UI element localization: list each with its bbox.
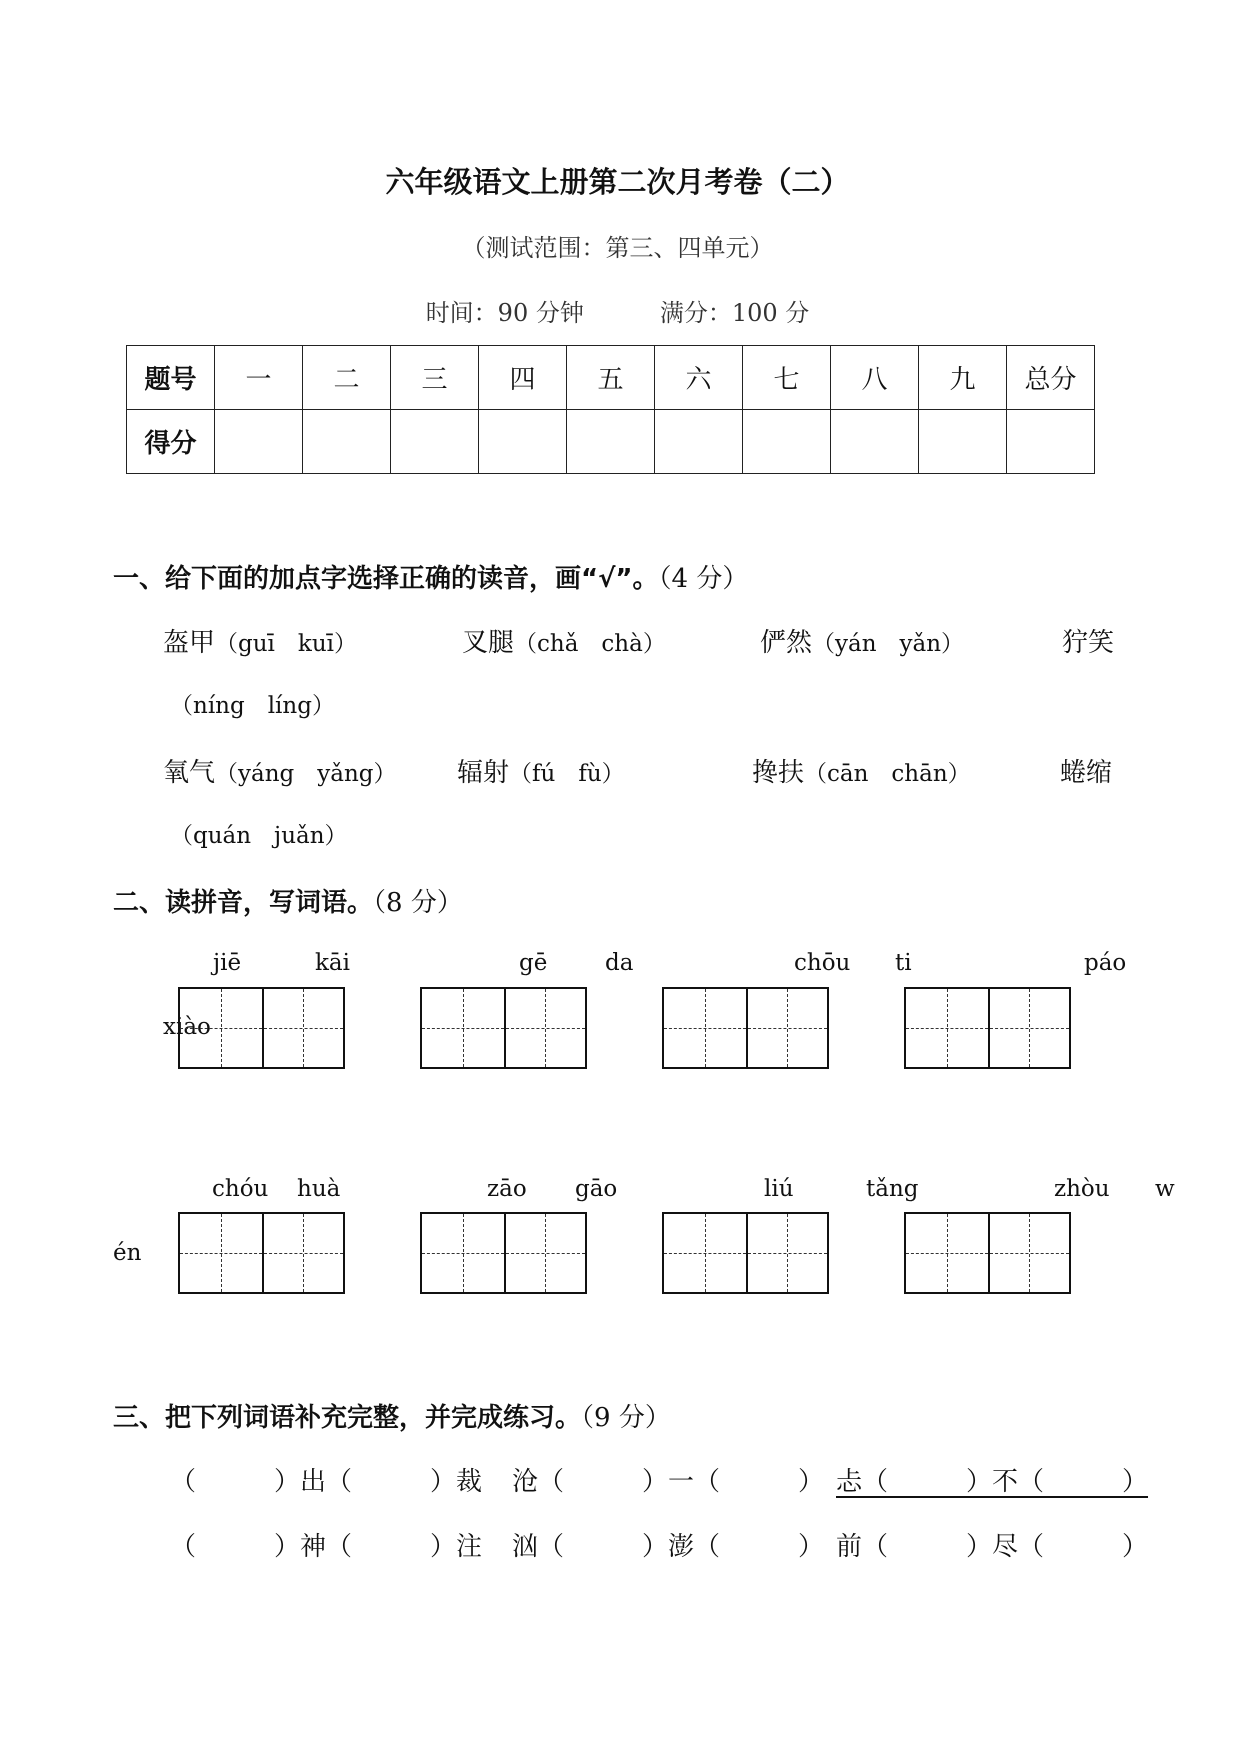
score-cell[interactable]	[655, 410, 743, 474]
column-6: 六	[655, 346, 743, 410]
column-1: 一	[215, 346, 303, 410]
grid-cell[interactable]	[180, 989, 262, 1067]
pinyin: jiē	[213, 950, 242, 976]
pinyin: w	[1155, 1176, 1175, 1202]
section-1-points: （4 分）	[658, 564, 749, 594]
full-score: 满分：100 分	[659, 299, 810, 327]
writing-grid[interactable]	[178, 1212, 345, 1294]
grid-cell[interactable]	[422, 1214, 504, 1292]
grid-cell[interactable]	[262, 1214, 344, 1292]
pinyin: tǎng	[866, 1176, 919, 1202]
item-word: 辐射	[457, 758, 510, 788]
column-7: 七	[743, 346, 831, 410]
item-word: 俨然	[760, 628, 813, 658]
item-7	[752, 752, 971, 789]
item-1	[163, 622, 357, 659]
score-cell[interactable]	[303, 410, 391, 474]
score-cell[interactable]	[743, 410, 831, 474]
item-word: 叉腿	[462, 628, 515, 658]
fill-blank-word[interactable]: 前（ ）尽（ ）	[836, 1532, 1149, 1562]
writing-grid[interactable]	[904, 1212, 1071, 1294]
grid-cell[interactable]	[664, 1214, 746, 1292]
column-9: 九	[919, 346, 1007, 410]
fill-blank-word[interactable]: （ ）出（ ）裁	[170, 1467, 483, 1497]
column-3: 三	[391, 346, 479, 410]
pinyin: ti	[895, 950, 912, 976]
fill-blank-word[interactable]: （ ）神（ ）注	[170, 1532, 483, 1562]
fill-blank-word[interactable]: 沧（ ）一（ ）	[512, 1467, 825, 1497]
item-pinyin[interactable]: （yán yǎn）	[812, 631, 965, 657]
item-3	[760, 622, 964, 659]
column-4: 四	[479, 346, 567, 410]
grid-cell[interactable]	[504, 989, 586, 1067]
column-5: 五	[567, 346, 655, 410]
score-cell[interactable]	[919, 410, 1007, 474]
pinyin: liú	[764, 1176, 794, 1202]
score-cell[interactable]	[479, 410, 567, 474]
item-8-pinyin	[170, 817, 348, 850]
item-4-word: 狞笑	[1062, 628, 1115, 658]
score-cell[interactable]	[831, 410, 919, 474]
pinyin: zhòu	[1054, 1176, 1110, 1202]
pinyin: xiào	[163, 1014, 211, 1040]
item-pinyin[interactable]: （cān chān）	[804, 761, 971, 787]
grid-cell[interactable]	[746, 1214, 828, 1292]
grid-cell[interactable]	[988, 1214, 1070, 1292]
fill-blank-word[interactable]: 忐（ ）不（ ）	[836, 1467, 1149, 1497]
grid-cell[interactable]	[422, 989, 504, 1067]
pinyin: gāo	[575, 1176, 618, 1202]
item-pinyin[interactable]: （guī kuī）	[215, 631, 358, 657]
pinyin: chóu	[212, 1176, 269, 1202]
grid-cell[interactable]	[988, 989, 1070, 1067]
grid-cell[interactable]	[180, 1214, 262, 1292]
item-pinyin[interactable]: （chǎ chà）	[514, 631, 666, 657]
item-5	[163, 752, 397, 789]
item-8-word: 蜷缩	[1060, 758, 1113, 788]
item-word: 氧气	[163, 758, 216, 788]
score-cell[interactable]	[567, 410, 655, 474]
grid-cell[interactable]	[906, 989, 988, 1067]
item-2	[462, 622, 666, 659]
test-range: （测试范围：第三、四单元）	[461, 234, 774, 262]
item-4-pinyin	[170, 687, 335, 720]
section-3-title: 三、把下列词语补充完整，并完成练习。	[113, 1403, 582, 1433]
score-cell[interactable]	[1007, 410, 1095, 474]
score-table-header-row	[127, 346, 1095, 410]
section-3-points: （9 分）	[581, 1403, 671, 1433]
grid-cell[interactable]	[746, 989, 828, 1067]
writing-grid[interactable]	[662, 987, 829, 1069]
pinyin: kāi	[315, 950, 351, 976]
item-6	[457, 752, 625, 789]
item-word: 搀扶	[752, 758, 805, 788]
pinyin: chōu	[794, 950, 851, 976]
item-pinyin[interactable]: （quán juǎn）	[170, 823, 348, 849]
writing-grid[interactable]	[420, 987, 587, 1069]
grid-cell[interactable]	[906, 1214, 988, 1292]
column-8: 八	[831, 346, 919, 410]
score-cell[interactable]	[215, 410, 303, 474]
writing-grid[interactable]	[662, 1212, 829, 1294]
item-pinyin[interactable]: （níng líng）	[170, 693, 335, 719]
pinyin: gē	[519, 950, 548, 976]
writing-grid[interactable]	[420, 1212, 587, 1294]
section-2-points: （8 分）	[373, 888, 463, 918]
section-1-title: 一、给下面的加点字选择正确的读音，画“√”。	[113, 564, 659, 594]
section-2-title: 二、读拼音，写词语。	[113, 888, 374, 918]
pinyin: én	[113, 1240, 142, 1266]
item-word: 盔甲	[163, 628, 216, 658]
column-total: 总分	[1007, 346, 1095, 410]
section-3-heading	[113, 1397, 671, 1434]
pinyin: páo	[1084, 950, 1127, 976]
pinyin: huà	[297, 1176, 341, 1202]
page-title: 六年级语文上册第二次月考卷（二）	[385, 165, 850, 199]
pinyin: zāo	[487, 1176, 527, 1202]
column-2: 二	[303, 346, 391, 410]
score-cell[interactable]	[391, 410, 479, 474]
time-limit: 时间：90 分钟	[425, 299, 584, 327]
grid-cell[interactable]	[262, 989, 344, 1067]
pinyin: da	[605, 950, 634, 976]
question-number-label: 题号	[127, 346, 215, 410]
score-label: 得分	[127, 410, 215, 474]
time-and-score-line	[0, 293, 1235, 328]
writing-grid[interactable]	[904, 987, 1071, 1069]
score-table	[126, 345, 1095, 474]
item-pinyin[interactable]: （fú fù）	[509, 761, 625, 787]
section-2-heading	[113, 882, 463, 919]
writing-grid[interactable]	[178, 987, 345, 1069]
grid-cell[interactable]	[504, 1214, 586, 1292]
score-table-score-row	[127, 410, 1095, 474]
grid-cell[interactable]	[664, 989, 746, 1067]
item-pinyin[interactable]: （yáng yǎng）	[215, 761, 397, 787]
fill-blank-word[interactable]: 汹（ ）澎（ ）	[512, 1532, 825, 1562]
section-1-heading	[113, 558, 748, 595]
